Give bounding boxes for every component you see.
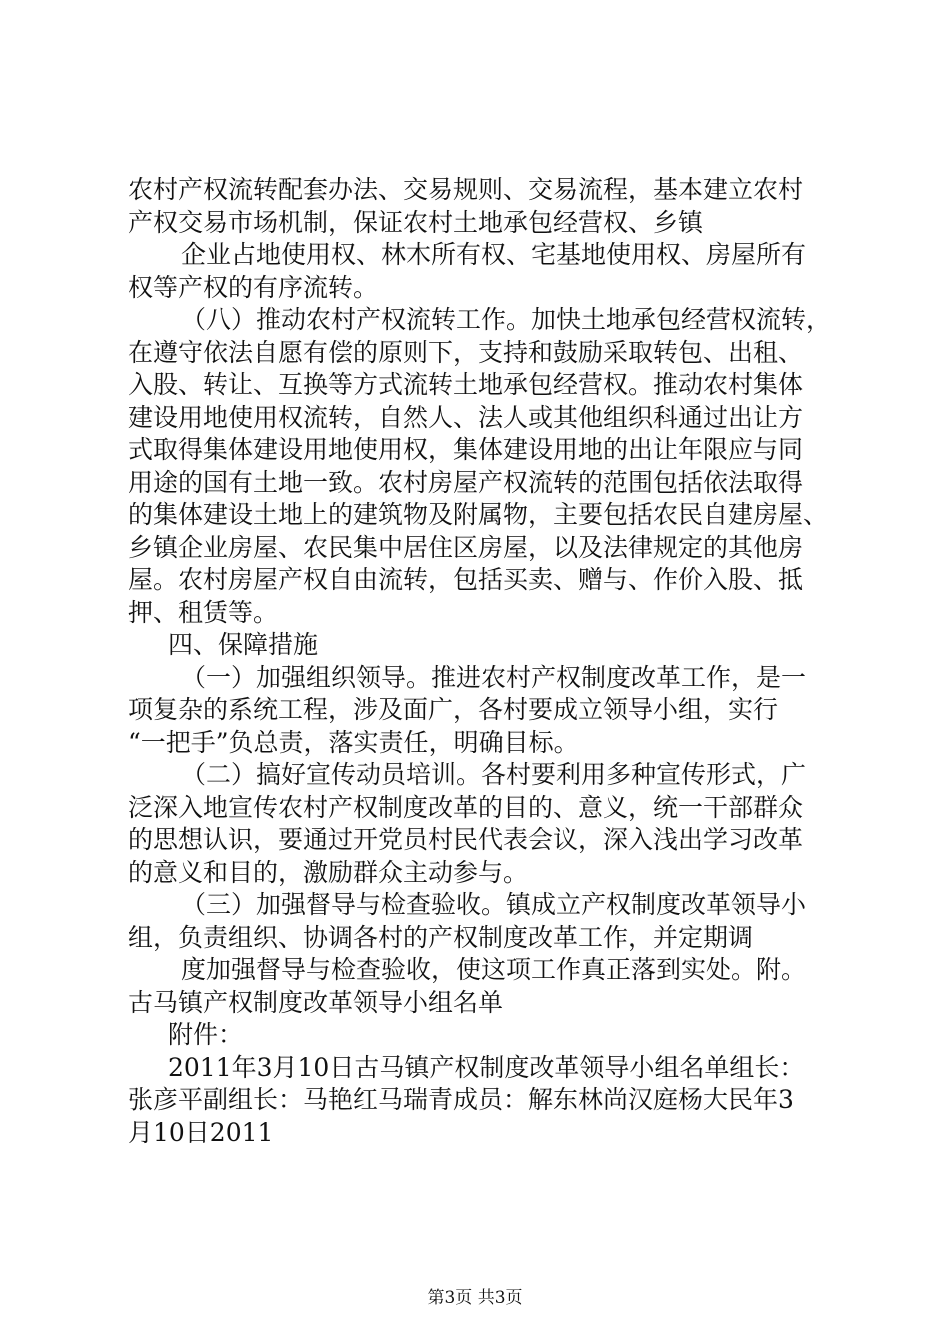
section-heading: 四、保障措施 <box>168 630 319 659</box>
text-line: “一把手”负总责，落实责任，明确目标。 <box>128 727 579 757</box>
text-line: 的集体建设土地上的建筑物及附属物，主要包括农民自建房屋、 <box>128 500 829 529</box>
text-line: 企业占地使用权、林木所有权、宅基地使用权、房屋所有 <box>181 240 807 269</box>
text-line: 泛深入地宣传农村产权制度改革的目的、意义，统一干部群众 <box>128 792 804 822</box>
text-line: 式取得集体建设用地使用权，集体建设用地的出让年限应与同 <box>128 435 804 464</box>
text-line: 入股、转让、互换等方式流转土地承包经营权。推动农村集体 <box>128 370 804 399</box>
text-line: （二）搞好宣传动员培训。各村要利用多种宣传形式，广 <box>181 760 807 789</box>
text-line: （三）加强督导与检查验收。镇成立产权制度改革领导小 <box>181 890 807 919</box>
text-line: 项复杂的系统工程，涉及面广，各村要成立领导小组，实行 <box>128 695 779 724</box>
text-line: 权等产权的有序流转。 <box>128 272 379 302</box>
text-line: 月10日2011 <box>128 1117 274 1147</box>
body-text <box>128 174 838 1149</box>
attachment-label: 附件： <box>168 1020 244 1049</box>
text-line: 的思想认识，要通过开党员村民代表会议，深入浅出学习改革 <box>128 825 804 854</box>
text-line: 2011年3月10日古马镇产权制度改革领导小组名单组长： <box>168 1052 805 1082</box>
text-line: 古马镇产权制度改革领导小组名单 <box>128 987 504 1017</box>
text-line: 在遵守依法自愿有偿的原则下，支持和鼓励采取转包、出租、 <box>128 337 804 367</box>
page-footer <box>0 1287 950 1309</box>
text-line: 的意义和目的，激励群众主动参与。 <box>128 857 529 887</box>
text-line: 产权交易市场机制，保证农村土地承包经营权、乡镇 <box>128 207 704 237</box>
text-line: 建设用地使用权流转，自然人、法人或其他组织科通过出让方 <box>128 402 804 432</box>
page-number: 第3页 共3页 <box>427 1288 523 1308</box>
text-line: 度加强督导与检查验收，使这项工作真正落到实处。附。 <box>181 955 807 984</box>
text-line: 乡镇企业房屋、农民集中居住区房屋，以及法律规定的其他房 <box>128 532 804 562</box>
text-line: 屋。农村房屋产权自由流转，包括买卖、赠与、作价入股、抵 <box>128 565 804 594</box>
text-line: 农村产权流转配套办法、交易规则、交易流程，基本建立农村 <box>128 175 804 204</box>
text-line: （一）加强组织领导。推进农村产权制度改革工作，是一 <box>181 662 807 692</box>
text-line: 组，负责组织、协调各村的产权制度改革工作，并定期调 <box>128 922 754 952</box>
text-line: 用途的国有土地一致。农村房屋产权流转的范围包括依法取得 <box>128 467 804 497</box>
text-line: 张彦平副组长：马艳红马瑞青成员：解东林尚汉庭杨大民年3 <box>128 1085 794 1114</box>
text-line: （八）推动农村产权流转工作。加快土地承包经营权流转， <box>181 305 832 334</box>
text-line: 押、租赁等。 <box>128 597 279 627</box>
